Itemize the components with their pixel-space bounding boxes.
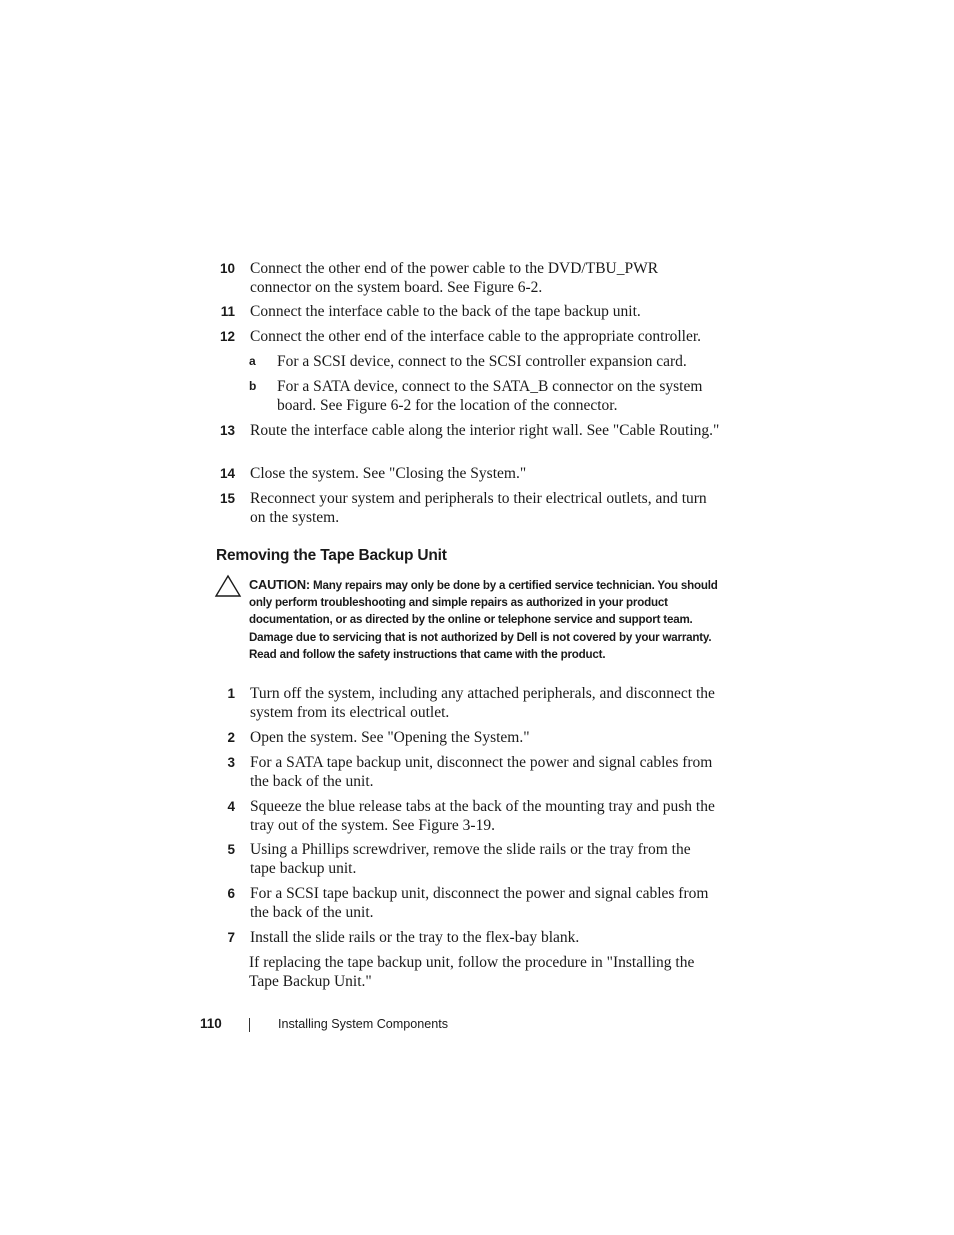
- step-text: Install the slide rails or the tray to the flex-bay blank.: [250, 929, 580, 946]
- step-number: 10: [219, 261, 235, 276]
- step-text: Using a Phillips screwdriver, remove the slide rails or the tray from the tape backup unit.: [250, 841, 691, 877]
- step-text: For a SATA tape backup unit, disconnect the power and signal cables from the back of the unit.: [250, 754, 713, 790]
- step-text: Route the interface cable along the interior right wall. See "Cable Routing.": [250, 422, 720, 439]
- final-note: If replacing the tape backup unit, follow the procedure in "Installing the Tape Backup Unit.": [249, 954, 695, 990]
- step-number: 2: [227, 730, 235, 745]
- step-number: 14: [219, 466, 235, 481]
- step-number: 5: [227, 842, 235, 857]
- section-heading: Removing the Tape Backup Unit: [216, 547, 447, 564]
- step-number: 4: [227, 799, 235, 814]
- substep-text: For a SATA device, connect to the SATA_B connector on the system board. See Figure 6-2 for the location of the connector.: [277, 378, 703, 414]
- step-text: Reconnect your system and peripherals to their electrical outlets, and turn on the system.: [250, 490, 707, 526]
- substep-text: For a SCSI device, connect to the SCSI controller expansion card.: [277, 353, 687, 370]
- step-text: Connect the other end of the power cable to the DVD/TBU_PWR connector on the system board. See Figure 6-2.: [250, 260, 659, 296]
- footer-section-title: Installing System Components: [278, 1017, 449, 1031]
- substep-letter: a: [249, 354, 256, 368]
- caution-notice: [249, 576, 719, 663]
- step-text: Connect the other end of the interface cable to the appropriate controller.: [250, 328, 702, 345]
- step-number: 15: [219, 491, 235, 506]
- step-number: 11: [220, 304, 235, 319]
- caution-text: Many repairs may only be done by a certified service technician. You should only perform troubleshooting and simple repairs as authorized in your product documentation, or as directed by the online or telephone service and support team. Damage due to servicing that is not authorized by Dell is not covered by your warranty. Read and follow the safety instructions that came with the product.: [249, 579, 718, 661]
- step-number: 1: [227, 686, 235, 701]
- caution-label: CAUTION:: [249, 577, 310, 592]
- step-number: 7: [227, 930, 235, 945]
- step-text: Connect the interface cable to the back of the tape backup unit.: [250, 303, 641, 320]
- step-text: Open the system. See "Opening the System.": [250, 729, 530, 746]
- page-number: 110: [200, 1016, 222, 1031]
- caution-icon: [214, 574, 242, 598]
- step-text: Close the system. See "Closing the System.": [250, 465, 527, 482]
- step-number: 13: [219, 423, 235, 438]
- step-text: Squeeze the blue release tabs at the back of the mounting tray and push the tray out of the system. See Figure 3-19.: [250, 798, 715, 834]
- step-text: For a SCSI tape backup unit, disconnect the power and signal cables from the back of the unit.: [250, 885, 709, 921]
- step-number: 3: [227, 755, 235, 770]
- step-number: 6: [227, 886, 235, 901]
- substep-letter: b: [249, 379, 257, 393]
- footer-divider: [249, 1018, 250, 1032]
- step-text: Turn off the system, including any attached peripherals, and disconnect the system from its electrical outlet.: [250, 685, 715, 721]
- step-number: 12: [219, 329, 235, 344]
